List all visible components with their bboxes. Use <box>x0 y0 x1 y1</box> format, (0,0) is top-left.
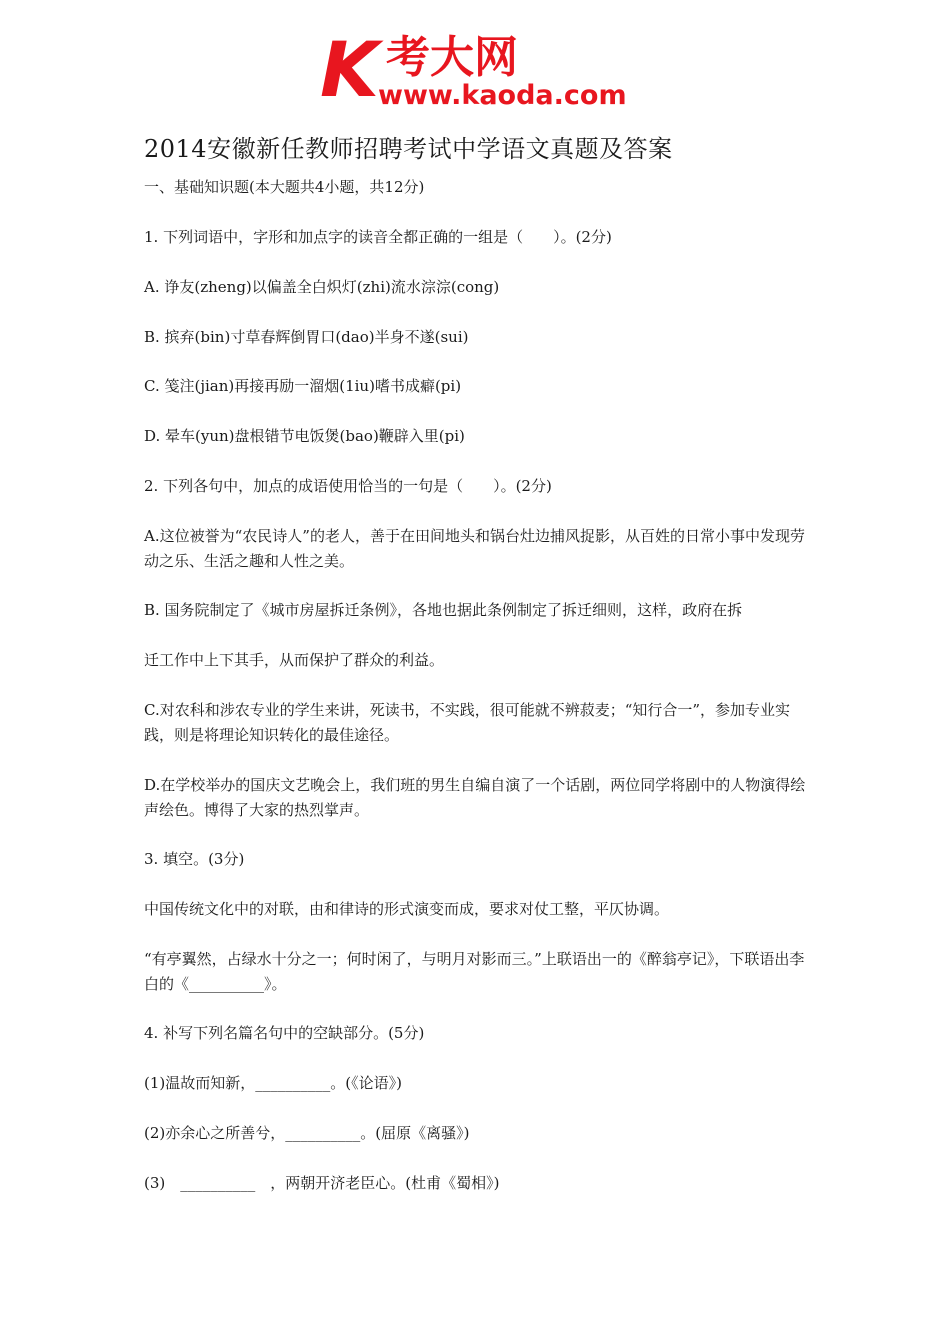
section-heading: 一、基础知识题(本大题共4小题，共12分) <box>144 178 425 196</box>
document-title: 2014安徽新任教师招聘考试中学语文真题及答案 <box>144 135 673 163</box>
question-4-item-2: (2)亦余心之所善兮，__________。(屈原《离骚》) <box>144 1124 470 1142</box>
question-2-stem: 2. 下列各句中，加点的成语使用恰当的一句是（ ）。(2分) <box>144 477 552 495</box>
question-2-option-c: C.对农科和涉农专业的学生来讲，死读书，不实践，很可能就不辨菽麦；“知行合一”，参加专业实践，则是将理论知识转化的最佳途径。 <box>144 701 791 744</box>
question-1-option-d: D. 晕车(yun)盘根错节电饭煲(bao)鞭辟入里(pi) <box>144 427 465 445</box>
question-3-paragraph-2: “有亭翼然，占绿水十分之一；何时闲了，与明月对影而三。”上联语出一的《醉翁亭记》，下联语出李白的《__________》。 <box>144 950 805 993</box>
question-4-item-3: (3) __________ ，两朝开济老臣心。(杜甫《蜀相》) <box>144 1174 500 1192</box>
question-4-stem: 4. 补写下列名篇名句中的空缺部分。(5分) <box>144 1024 425 1042</box>
question-2-option-a: A.这位被誉为“农民诗人”的老人，善于在田间地头和锅台灶边捕风捉影，从百姓的日常小事中发现劳动之乐、生活之趣和人性之美。 <box>144 527 805 570</box>
logo-k-letter: K <box>320 30 379 110</box>
logo-name: 考大网 <box>386 32 518 83</box>
kaoda-logo <box>318 30 638 110</box>
question-1-option-b: B. 摈弃(bin)寸草春辉倒胃口(dao)半身不遂(sui) <box>144 328 469 346</box>
question-3-stem: 3. 填空。(3分) <box>144 850 245 868</box>
question-1-stem: 1. 下列词语中，字形和加点字的读音全都正确的一组是（ ）。(2分) <box>144 228 612 246</box>
question-4-item-1: (1)温故而知新，__________。(《论语》) <box>144 1074 402 1092</box>
question-2-option-d: D.在学校举办的国庆文艺晚会上，我们班的男生自编自演了一个话剧，两位同学将剧中的人物演得绘声绘色。博得了大家的热烈掌声。 <box>144 776 806 819</box>
question-1-option-a: A. 诤友(zheng)以偏盖全白炽灯(zhi)流水淙淙(cong) <box>144 278 500 296</box>
question-3-paragraph-1: 中国传统文化中的对联，由和律诗的形式演变而成，要求对仗工整，平仄协调。 <box>144 900 670 918</box>
question-2-option-b-line2: 迁工作中上下其手，从而保护了群众的利益。 <box>144 651 445 669</box>
question-2-option-b-line1: B. 国务院制定了《城市房屋拆迁条例》，各地也据此条例制定了拆迁细则，这样，政府在拆 <box>144 601 743 619</box>
logo-url: www.kaoda.com <box>378 80 627 110</box>
kaoda-logo-graphic <box>318 30 638 110</box>
question-1-option-c: C. 笺注(jian)再接再励一溜烟(1iu)嗜书成癖(pi) <box>144 377 462 395</box>
